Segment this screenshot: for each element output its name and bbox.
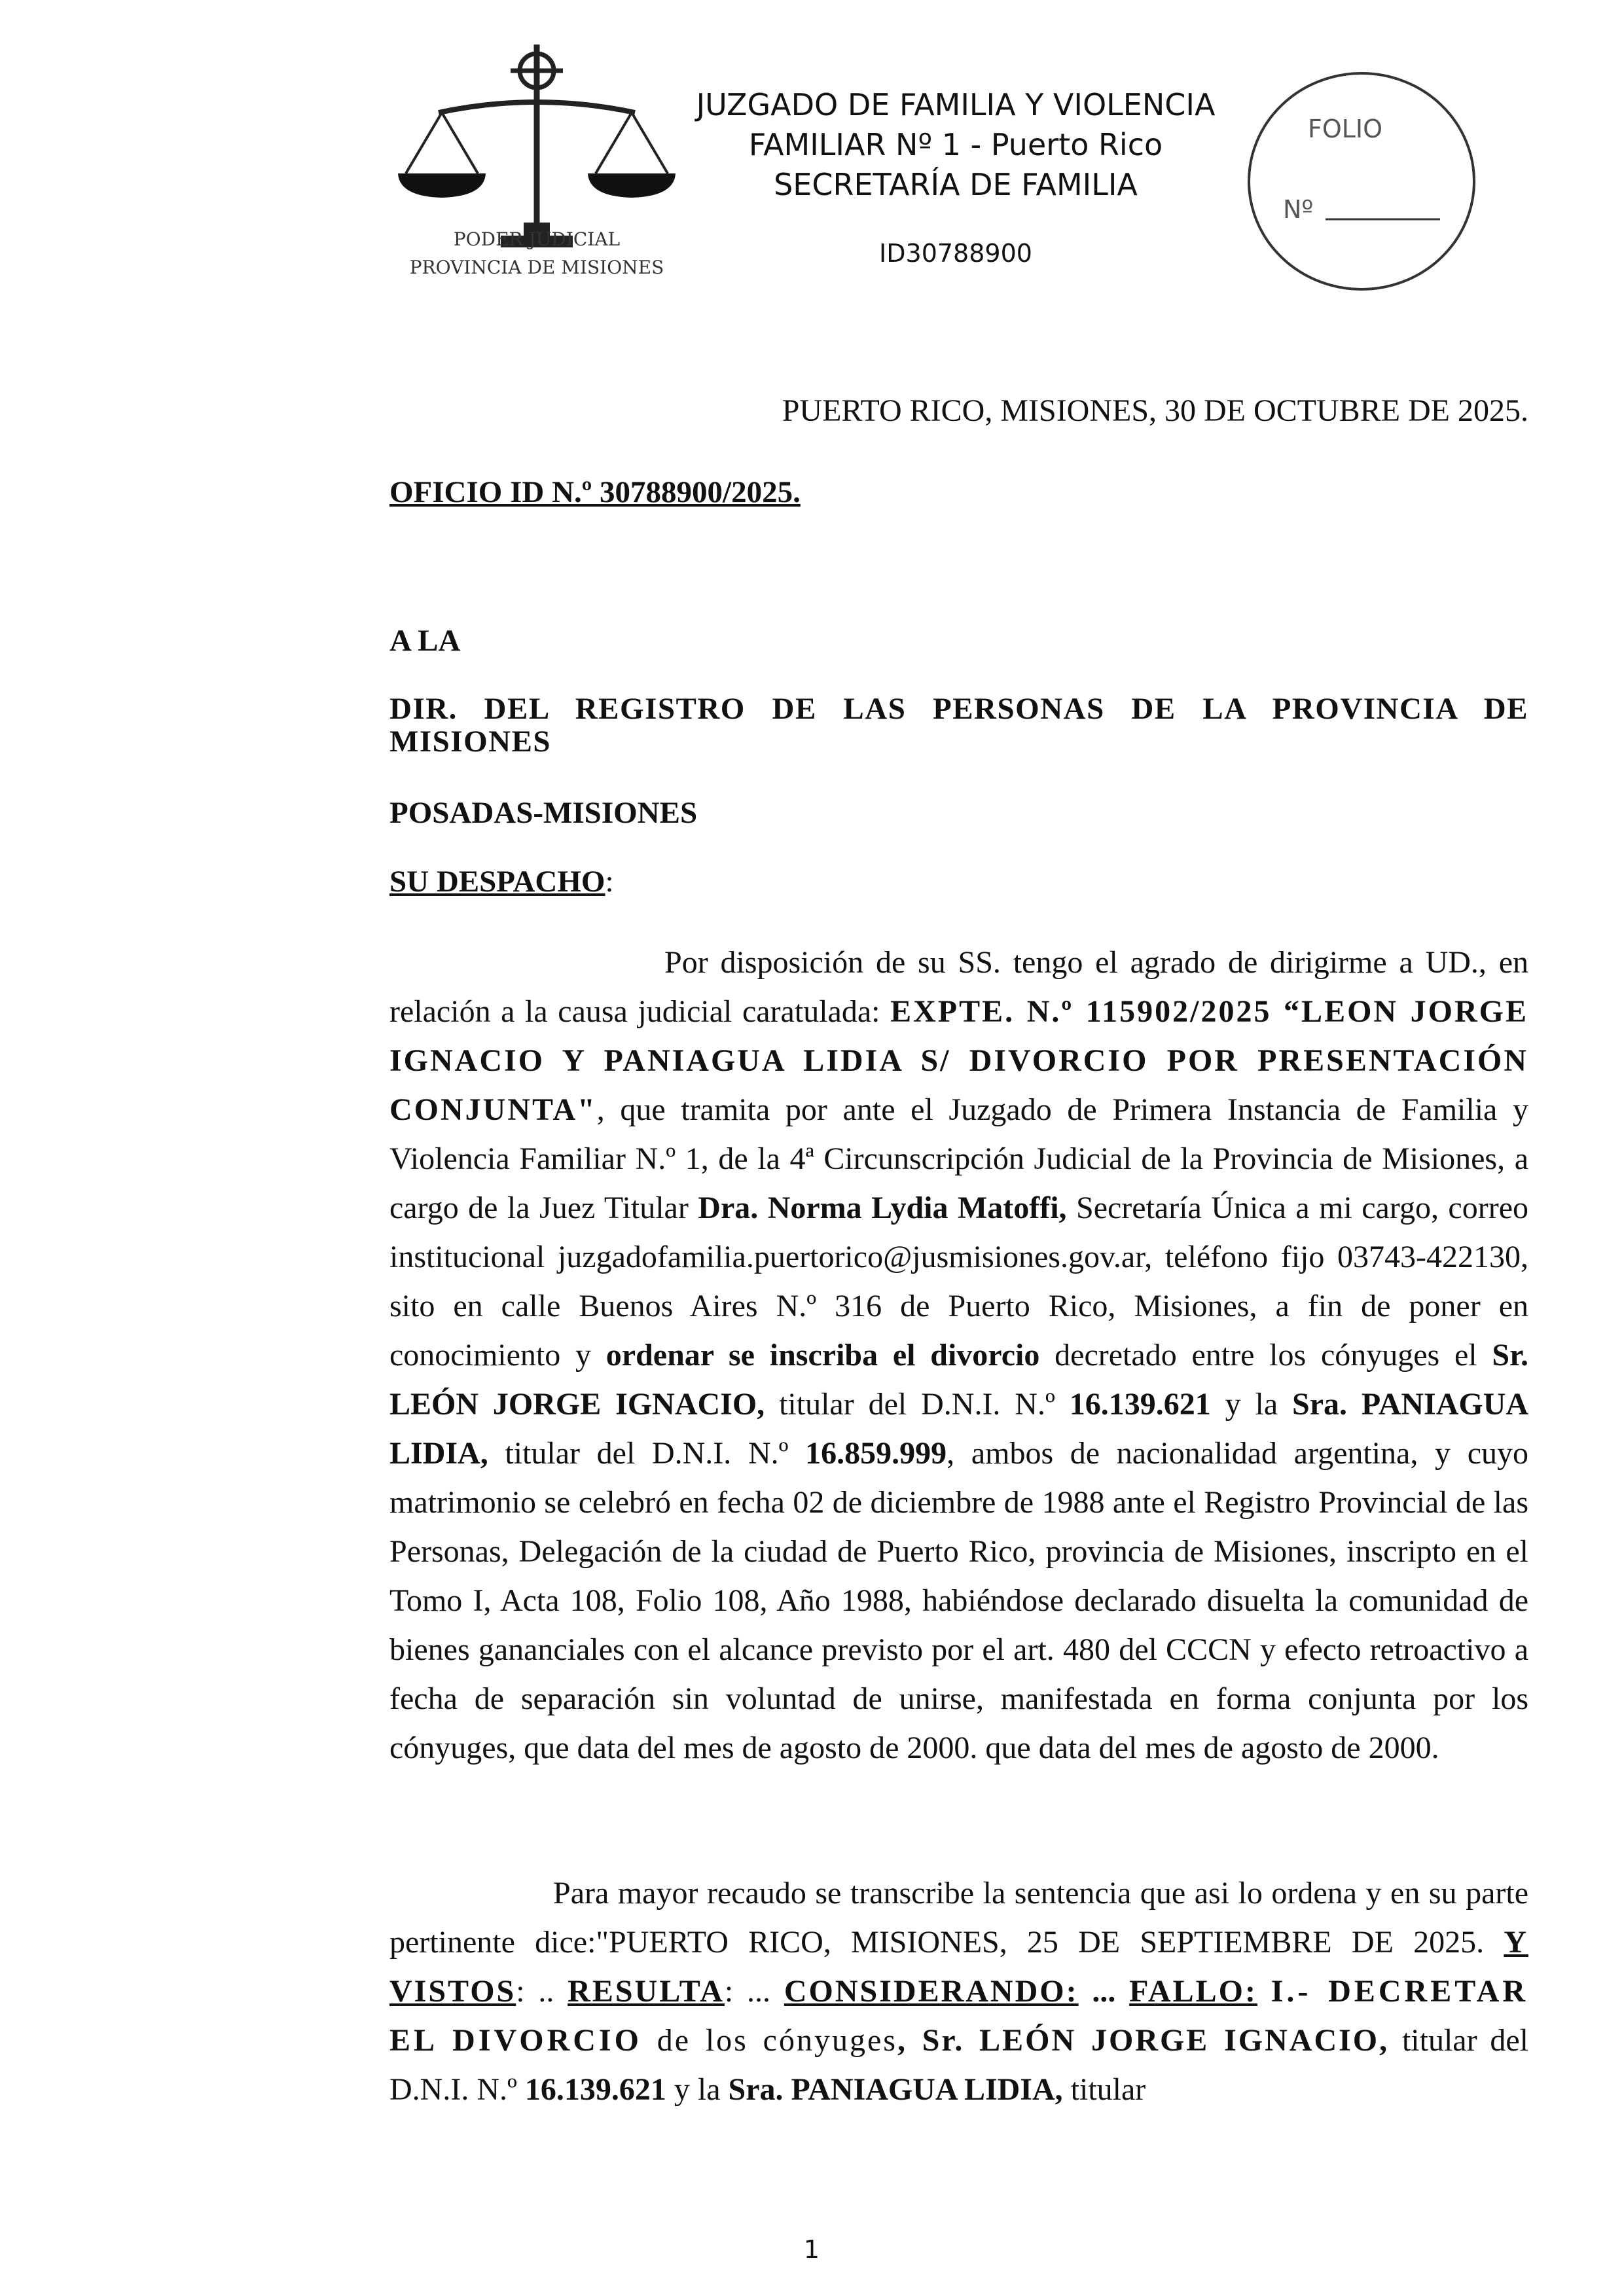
body-paragraph-1 [389, 938, 1528, 1772]
para1-text-6: y la [1210, 1387, 1293, 1422]
para2-text-5 [1257, 1974, 1271, 2009]
addressee-organization: DIR. DEL REGISTRO DE LAS PERSONAS DE LA PROVINCIA DE MISIONES [389, 692, 1528, 759]
para1-text-3: Secretaría Única a mi cargo, correo institucional juzgadofamilia.puertorico@jusmisiones.gov.ar, teléfono fijo 03743-422130, sito en calle Buenos Aires N.º 316 de Puerto Rico, Misiones, a fin de poner en conocimiento y [389, 1191, 1528, 1372]
para1-spouse-1: Sr. LEÓN JORGE IGNACIO, [389, 1338, 1528, 1422]
logo-text-line1: PODER JUDICIAL [453, 228, 621, 250]
para2-text-8: y la [666, 2072, 729, 2107]
folio-stamp-circle [1244, 62, 1486, 304]
court-header [628, 85, 1283, 205]
para1-text-7: titular del D.N.I. N.º [488, 1436, 806, 1471]
court-name-line2: FAMILIAR Nº 1 - Puerto Rico [748, 127, 1163, 162]
para1-dni-2: 16.859.999 [805, 1436, 947, 1471]
page-number: 1 [803, 2235, 820, 2264]
para2-fallo: FALLO: [1129, 1974, 1257, 2009]
para2-text-1: Para mayor recaudo se transcribe la sentencia que asi lo ordena y en su parte pertinente dice:"PUERTO RICO, MISIONES, 25 DE SEPTIEMBRE DE 2025. [389, 1876, 1528, 1960]
para1-dni-1: 16.139.621 [1069, 1387, 1211, 1422]
para2-considerando: CONSIDERANDO: [784, 1974, 1079, 2009]
oficio-id: OFICIO ID N.º 30788900/2025. [389, 475, 801, 509]
para2-decretar: I.- DECRETAR EL DIVORCIO [389, 1974, 1528, 2058]
salutation [389, 864, 614, 899]
para2-resulta: RESULTA [568, 1974, 725, 2009]
para2-text-7: titular del D.N.I. N.º [389, 2023, 1529, 2107]
document-id: ID30788900 [879, 239, 1032, 268]
para2-text-6: de los cónyuges [641, 2023, 897, 2058]
folio-number-label: Nº [1283, 195, 1314, 224]
para2-text-2: : .. [516, 1974, 568, 2009]
para1-text-8: , ambos de nacionalidad argentina, y cuyo matrimonio se celebró en fecha 02 de diciembre de 1988 ante el Registro Provincial de las Personas, Delegación de la ciudad de Puerto Rico, provincia de Misiones, inscripto en el Tomo I, Acta 108, Folio 108, Año 1988, habiéndose declarado disuelta la comunidad de bienes gananciales con el alcance previsto por el art. 480 del CCCN y efecto retroactivo a fecha de separación sin voluntad de unirse, manifestada en forma conjunta por los cónyuges, que data del mes de agosto de 2000. que data del mes de agosto de 2000. [389, 1436, 1528, 1765]
court-name-line1: JUZGADO DE FAMILIA Y VIOLENCIA [696, 87, 1216, 122]
salutation-colon: : [605, 865, 614, 899]
body-paragraph-2 [389, 1869, 1528, 2114]
para1-spouse-2: Sra. PANIAGUA LIDIA, [389, 1387, 1529, 1471]
addressee-to: A LA [389, 624, 461, 658]
place-date: PUERTO RICO, MISIONES, 30 DE OCTUBRE DE 2025. [782, 393, 1528, 428]
para1-judge-name: Dra. Norma Lydia Matoffi, [698, 1191, 1067, 1225]
para2-text-9: titular [1062, 2072, 1146, 2107]
para1-text-4: decretado entre los cónyuges el [1039, 1338, 1492, 1372]
para2-text-4: ... [1078, 1974, 1130, 2009]
para1-text-5: titular del D.N.I. N.º [765, 1387, 1070, 1422]
para2-spouse-2: Sra. PANIAGUA LIDIA, [728, 2072, 1063, 2107]
logo-text-line2: PROVINCIA DE MISIONES [409, 257, 664, 278]
para1-order: ordenar se inscriba el divorcio [605, 1338, 1040, 1372]
para1-case-title: EXPTE. N.º 115902/2025 “LEON JORGE IGNACIO Y PANIAGUA LIDIA S/ DIVORCIO POR PRESENTACIÓN CONJUNTA" [389, 994, 1529, 1127]
para2-spouse-1: , Sr. LEÓN JORGE IGNACIO, [897, 2023, 1390, 2058]
addressee-city: POSADAS-MISIONES [389, 796, 698, 830]
para2-text-3: : ... [724, 1974, 784, 2009]
folio-stamp [1244, 62, 1486, 304]
para2-y-vistos: Y VISTOS [389, 1925, 1528, 2009]
para1-text-2: , que tramita por ante el Juzgado de Primera Instancia de Familia y Violencia Familiar N.º 1, de la 4ª Circunscripción Judicial de la Provincia de Misiones, a cargo de la Juez Titular [389, 1092, 1528, 1225]
salutation-text: SU DESPACHO [389, 865, 605, 899]
court-name-line3: SECRETARÍA DE FAMILIA [774, 167, 1138, 202]
folio-label: FOLIO [1307, 115, 1383, 143]
para1-text-1: Por disposición de su SS. tengo el agrado de dirigirme a UD., en relación a la causa judicial caratulada: [389, 945, 1528, 1029]
para2-dni-1: 16.139.621 [524, 2072, 666, 2107]
